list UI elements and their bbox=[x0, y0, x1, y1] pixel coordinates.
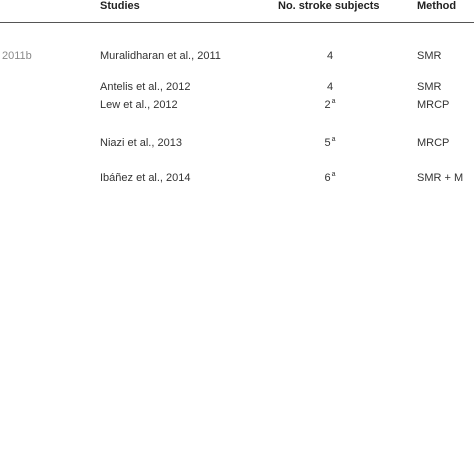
header-rule bbox=[0, 22, 474, 23]
table-row-study: Niazi et al., 2013 bbox=[100, 137, 182, 149]
header-subjects: No. stroke subjects bbox=[278, 0, 380, 12]
table-row-method: MRCP bbox=[417, 99, 450, 111]
table-row-subjects: 4 bbox=[326, 81, 334, 93]
group1-label: 2011b bbox=[2, 50, 32, 62]
header-method: Method bbox=[417, 0, 457, 12]
table-row-method: SMR bbox=[417, 50, 442, 62]
table-row-study: Lew et al., 2012 bbox=[100, 99, 178, 111]
table-row-study: Ibáñez et al., 2014 bbox=[100, 172, 191, 184]
table-row-subjects: 5$^a$ bbox=[324, 136, 336, 149]
table-row-subjects: 4 bbox=[326, 50, 334, 62]
table-row-study: Muralidharan et al., 2011 bbox=[100, 50, 221, 62]
header-studies: Studies bbox=[100, 0, 140, 12]
table-row-subjects: 2$^a$ bbox=[324, 98, 336, 111]
table-row-method: SMR + M bbox=[417, 172, 464, 184]
table-row-subjects: 6$^a$ bbox=[324, 171, 336, 184]
table-row-method: SMR bbox=[417, 81, 442, 93]
table-row-study: Antelis et al., 2012 bbox=[100, 81, 191, 93]
table-row-method: MRCP bbox=[417, 137, 450, 149]
